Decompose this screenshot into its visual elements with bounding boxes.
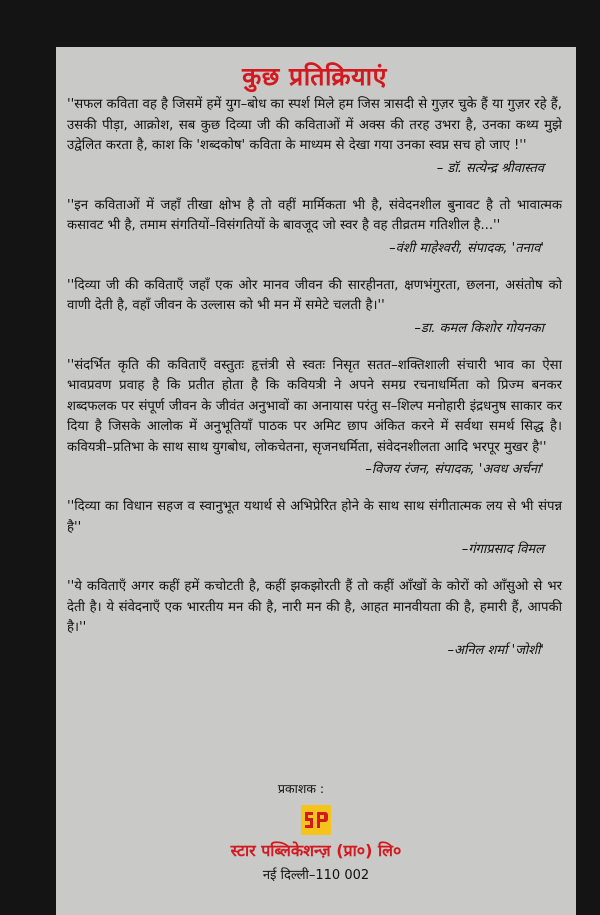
quote-block-5 [67,497,562,560]
quote-author: – डॉ. सत्येन्द्र श्रीवास्तव [436,160,544,176]
quote-text: ''दिव्या जी की कविताएँ जहाँ एक ओर मानव जीवन की सारहीनता, क्षणभंगुरता, छलना, असंतोष को वाणी देती है, वहाँ जीवन के उल्लास को भी मन में समेटे चलती है।'' [67,277,562,313]
quote-block-2 [67,196,562,259]
publisher-label: प्रकाशक : [277,781,325,796]
publisher-address: नई दिल्ली–110 002 [262,868,370,883]
quote-text: ''इन कविताओं में जहाँ तीखा क्षोभ है तो वहीं मार्मिकता भी है, संवेदनशील बुनावट है तो भावात्मक कसावट भी है, तमाम संगतियों–विसंगतियों के बावजूद जो स्वर है वह तीव्रतम गतिशील है...'' [67,197,562,233]
quote-block-6 [67,577,562,661]
quote-text: ''संदर्भित कृति की कविताएँ वस्तुतः हृत्तंत्री से स्वतः निसृत सतत–शक्तिशाली संचारी भाव का ऐसा भावप्रवण प्रवाह है कि प्रतीत होता है कि कवियत्री ने अपने समग्र रचनाधर्मिता को प्रिज्म बनकर शब्दफलक पर संपूर्ण जीवन के जीवंत अनुभावों का अनायास परंतु स–शिल्प मनोहारी इंद्रधनुष साकार कर दिया है जिसके आलोक में अनुभूतियाँ पाठक पर अमिट छाप अंकित करने में सर्वथा समर्थ सिद्ध है। कवियत्री–प्रतिभा के साथ साथ युगबोध, लोकचेतना, सृजनधर्मिता, संवेदनशीलता आदि भरपूर मुखर है'' [67,357,562,455]
quote-author: –गंगाप्रसाद विमल [461,542,544,557]
publisher-section [56,780,576,883]
quote-block-4 [67,356,562,481]
quote-text: ''दिव्या का विधान सहज व स्वानुभूत यथार्थ से अभिप्रेरित होने के साथ साथ संगीतात्मक लय से भी संपन्न है'' [67,499,562,535]
publisher-name: स्टार पब्लिकेशन्ज़ (प्रा०) लि० [230,841,402,860]
quote-author: –विजय रंजन, संपादक, 'अवध अर्चना' [365,462,544,477]
page-title: कुछ प्रतिक्रियाएं [242,62,387,91]
quote-author: –अनिल शर्मा 'जोशी' [447,642,544,658]
back-cover-panel [56,47,576,915]
quote-author: –डा. कमल किशोर गोयनका [414,320,544,336]
quote-author: –वंशी माहेश्वरी, संपादक, 'तनाव' [389,240,544,256]
quote-block-1 [67,95,562,179]
quote-text: ''सफल कविता वह है जिसमें हमें युग–बोध का स्पर्श मिले हम जिस त्रासदी से गुज़र चुके हैं या गुज़र रहे हैं, उसकी पीड़ा, आक्रोश, सब कुछ दिव्या जी की कविताओं में अक्स की तरह उभरा है, उनका कथ्य मुझे उद्वेलित करता है, काश कि 'शब्दकोष' कविता के माध्यम से देखा गया उनका स्वप्न सच हो जाए !'' [67,97,562,153]
quote-text: ''ये कविताएँ अगर कहीं हमें कचोटती है, कहीं झकझोरती हैं तो कहीं आँखों के कोरों को आँसुओ से भर देती है। ये संवेदनाएँ एक भारतीय मन की है, नारी मन की है, आहत मानवीयता की है, हमारी हैं, आपकी है।'' [67,579,562,635]
publisher-logo [301,805,331,835]
publisher-logo-icon [301,805,331,835]
quote-block-3 [67,276,562,339]
